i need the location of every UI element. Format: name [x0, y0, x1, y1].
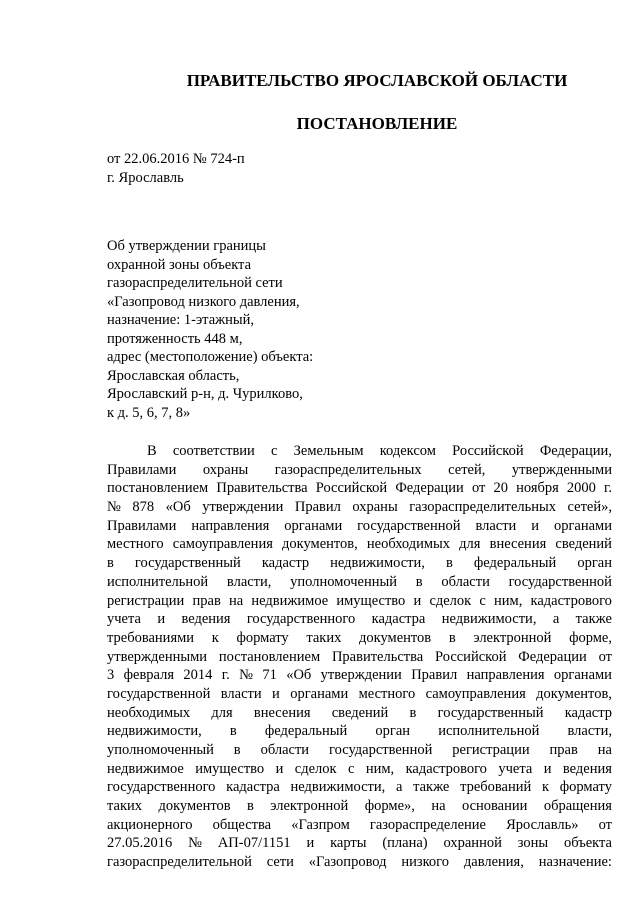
body-line: учета и ведения государственного кадастра недвижимости, а также: [107, 611, 612, 628]
body-line: Правилами направления органами государственной власти и органами: [107, 517, 612, 534]
body-line: регистрации прав на недвижимое имущество и сделок с ним, кадастрового: [107, 592, 612, 609]
subject-line: Об утверждении границы: [107, 238, 266, 254]
body-line: уполномоченный в области государственной регистрации прав на: [107, 742, 612, 758]
body-line: недвижимое имущество и сделок с ним, кадастрового учета и ведения: [107, 760, 612, 777]
authority-title: ПРАВИТЕЛЬСТВО ЯРОСЛАВСКОЙ ОБЛАСТИ: [186, 71, 568, 90]
body-line: в государственный кадастр недвижимости, в федеральный орган: [107, 555, 612, 572]
body-line: № 878 «Об утверждении Правил охраны газораспределительных сетей»,: [107, 499, 612, 516]
body-line: акционерного общества «Газпром газораспределение Ярославль» от: [107, 816, 612, 833]
body-line: местного самоуправления документов, необходимых для внесения сведений: [107, 536, 612, 553]
subject-line: протяженность 448 м,: [107, 330, 243, 347]
subject-line: газораспределительной сети: [107, 275, 283, 291]
body-line: газораспределительной сети «Газопровод низкого давления, назначение:: [107, 854, 612, 871]
body-line: постановлением Правительства Российской Федерации от 20 ноября 2000 г.: [107, 480, 612, 497]
body-line: недвижимости, в федеральный орган исполнительной власти,: [107, 723, 612, 740]
subject-line: адрес (местоположение) объекта:: [107, 349, 314, 365]
body-paragraph: [107, 442, 612, 872]
date-number: от 22.06.2016 № 724-п: [107, 151, 245, 167]
subject-line: «Газопровод низкого давления,: [107, 293, 300, 310]
body-line: Правилами охраны газораспределительных сетей, утвержденными: [107, 461, 612, 478]
subject-line: Ярославская область,: [107, 367, 240, 384]
body-line: В соответствии с Земельным кодексом Российской Федерации,: [147, 443, 612, 459]
body-line: 27.05.2016 № АП-07/1151 и карты (плана) охранной зоны объекта: [107, 835, 612, 852]
body-line: утвержденными постановлением Правительства Российской Федерации от: [107, 648, 612, 665]
body-line: 3 февраля 2014 г. № 71 «Об утверждении Правил направления органами: [107, 667, 612, 684]
subject-line: назначение: 1-этажный,: [107, 312, 255, 328]
subject-line: Ярославский р-н, д. Чурилково,: [107, 386, 303, 402]
document-type-title: ПОСТАНОВЛЕНИЕ: [296, 114, 458, 133]
body-line: таких документов в электронной форме», на основании обращения: [107, 798, 612, 815]
subject-line: к д. 5, 6, 7, 8»: [107, 404, 191, 421]
subject-block: [107, 237, 313, 422]
body-line: государственного кадастра недвижимости, а также требований к формату: [107, 779, 612, 796]
body-line: требованиями к формату таких документов в электронной форме,: [107, 629, 612, 646]
body-line: необходимых для внесения сведений в государственный кадастр: [107, 704, 612, 721]
body-line: государственной власти и органами местного самоуправления документов,: [107, 685, 612, 702]
body-line: исполнительной власти, уполномоченный в области государственной: [107, 573, 612, 590]
subject-line: охранной зоны объекта: [107, 256, 252, 273]
city: г. Ярославль: [107, 169, 184, 186]
document-meta: [107, 150, 245, 187]
